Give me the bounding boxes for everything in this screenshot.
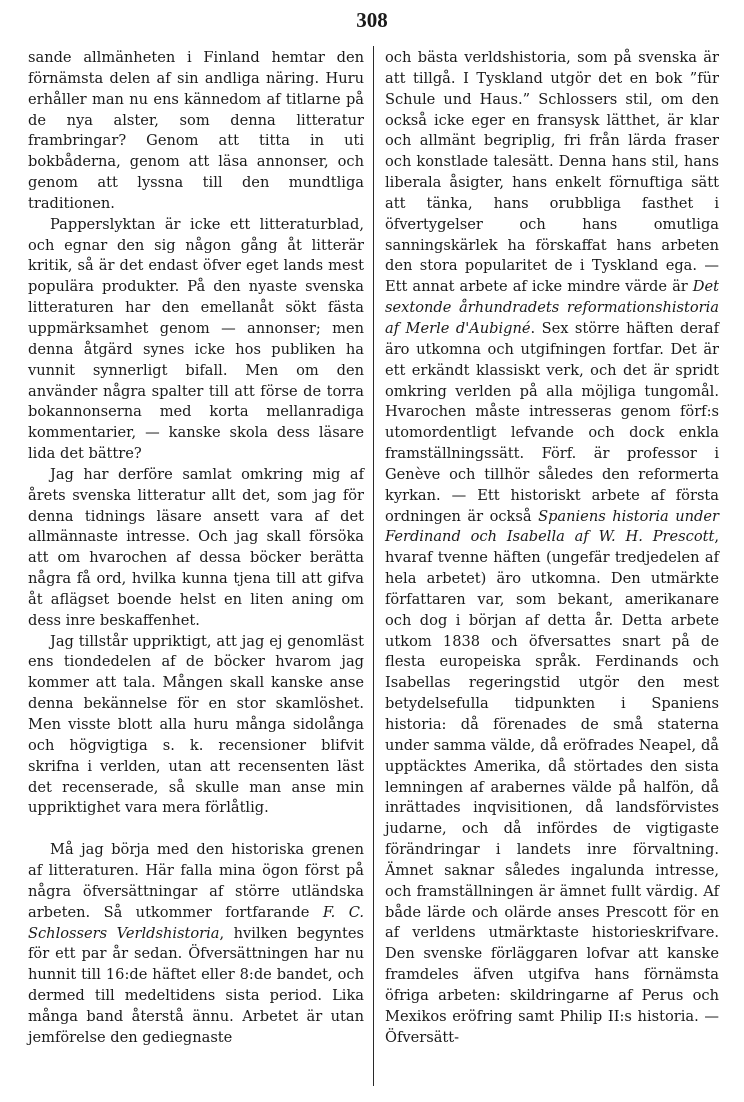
paragraph: sande allmänheten i Finland hemtar den förnämsta delen af sin andliga näring. Huru erhåller man nu ens kännedom af titlarne på de nya alster, som denna litteratur frambringar? Genom att titta in uti bokbåderna, genom att läsa annonser, och genom att lyssna till den mundtliga traditionen. xyxy=(28,49,364,212)
page-number: 308 xyxy=(356,8,388,32)
paragraph: Jag tillstår uppriktigt, att jag ej genomläst ens tiondedelen af de böcker hvarom jag kommer att tala. Mången skall kanske anse denna bekännelse för en stor skamlöshet. Men visste blott alla huru många sidolånga och högvigtiga s. k. recensioner blifvit skrifna i verlden, utan att recensenten läst det recenserade, så skulle man anse min uppriktighet vara mera förlåtlig. xyxy=(28,632,364,817)
italic-title: Det sextonde århundradets reformationshistoria af Merle d'Aubigné xyxy=(385,278,719,337)
paragraph: Papperslyktan är icke ett litteraturblad, och egnar den sig någon gång åt litterär kritik, så är det endast öfver eget lands mest populära produkter. På den nyaste svenska litteraturen har den emellanåt sökt fästa uppmärksamhet genom — annonser; men denna åtgärd synes icke hos publiken ha vunnit synnerligt bifall. Men om den använder några spalter till att förse de torra bokannonserna med korta mellanradiga kommentarier, — kanske skola dess läsare lida det bättre? xyxy=(28,215,364,463)
right-column xyxy=(385,48,719,1049)
italic-title: Spaniens historia under Ferdinand och Isabella af W. H. Prescott xyxy=(385,507,719,546)
italic-title: F. C. Schlossers Verldshistoria xyxy=(28,903,364,942)
left-column xyxy=(28,48,364,1049)
paragraph: Må jag börja med den historiska grenen af litteraturen. Här falla mina ögon först på några öfversättningar af större utländska arbeten. Så utkommer fortfarande F. C. Schlossers Verldshistoria, hvilken begyntes för ett par år sedan. Öfversättningen har nu hunnit till 16:de häftet eller 8:de bandet, och dermed till medeltidens sista period. Lika många band återstå ännu. Arbetet är utan jemförelse den gediegnaste xyxy=(28,841,364,1046)
paragraph: och bästa verldshistoria, som på svenska är att tillgå. I Tyskland utgör det en bok ”für Schule und Haus.” Schlossers stil, om den också icke eger en fransysk lätthet, är klar och allmänt begriplig, fri från lärda fraser och konstlade talesätt. Denna hans stil, hans liberala åsigter, hans enkelt förnuftiga sätt att tänka, hans orubbliga fasthet i öfvertygelser och hans omutliga sanningskärlek ha förskaffat hans arbeten den stora popularitet de i Tyskland ega. — Ett annat arbete af icke mindre värde är Det sextonde århundradets reformationshistoria af Merle d'Aubigné. Sex större häften deraf äro utkomna och utgifningen fortfar. Det är ett erkändt klassiskt verk, och det är spridt omkring verlden på alla möjliga tungomål. Hvarochen måste intresseras genom förf:s utomordentligt lefvande och dock enkla framställningssätt. Förf. är professor i Genève och tillhör således den reformerta kyrkan. — Ett historiskt arbete af första ordningen är också Spaniens historia under Ferdinand och Isabella af W. H. Prescott, hvaraf tvenne häften (ungefär tredjedelen af hela arbetet) äro utkomna. Den utmärkte författaren var, som bekant, amerikanare och dog i början af detta år. Detta arbete utkom 1838 och öfversattes snart på de flesta europeiska språk. Ferdinands och Isabellas regeringstid utgör den mest betydelsefulla tidpunkten i Spaniens historia: då förenades de små staterna under samma välde, då eröfrades Neapel, då upptäcktes Amerika, då störtades den sista lemningen af arabernes välde på halfön, då inrättades inqvisitionen, då landsförvistes judarne, och då infördes de vigtigaste förändringar i landets inre förvaltning. Ämnet saknar således ingalunda intresse, och framställningen är ämnet fullt värdig. Af både lärde och olärde anses Prescott för en af verldens utmärktaste historieskrifvare. Den svenske förläggaren lofvar att kanske framdeles äfven utgifva hans förnämsta öfriga arbeten: skildringarne af Perus och Mexikos eröfring samt Philip II:s historia. — Öfversätt- xyxy=(385,49,719,1046)
column-divider xyxy=(373,46,374,1086)
paragraph: Jag har derföre samlat omkring mig af årets svenska litteratur allt det, som jag för denna tidnings läsare ansett vara af det allmännaste intresse. Och jag skall försöka att om hvarochen af dessa böcker berätta några få ord, hvilka kunna tjena till att gifva åt aflägset boende helst en liten aning om dess inre beskaffenhet. xyxy=(28,465,364,629)
